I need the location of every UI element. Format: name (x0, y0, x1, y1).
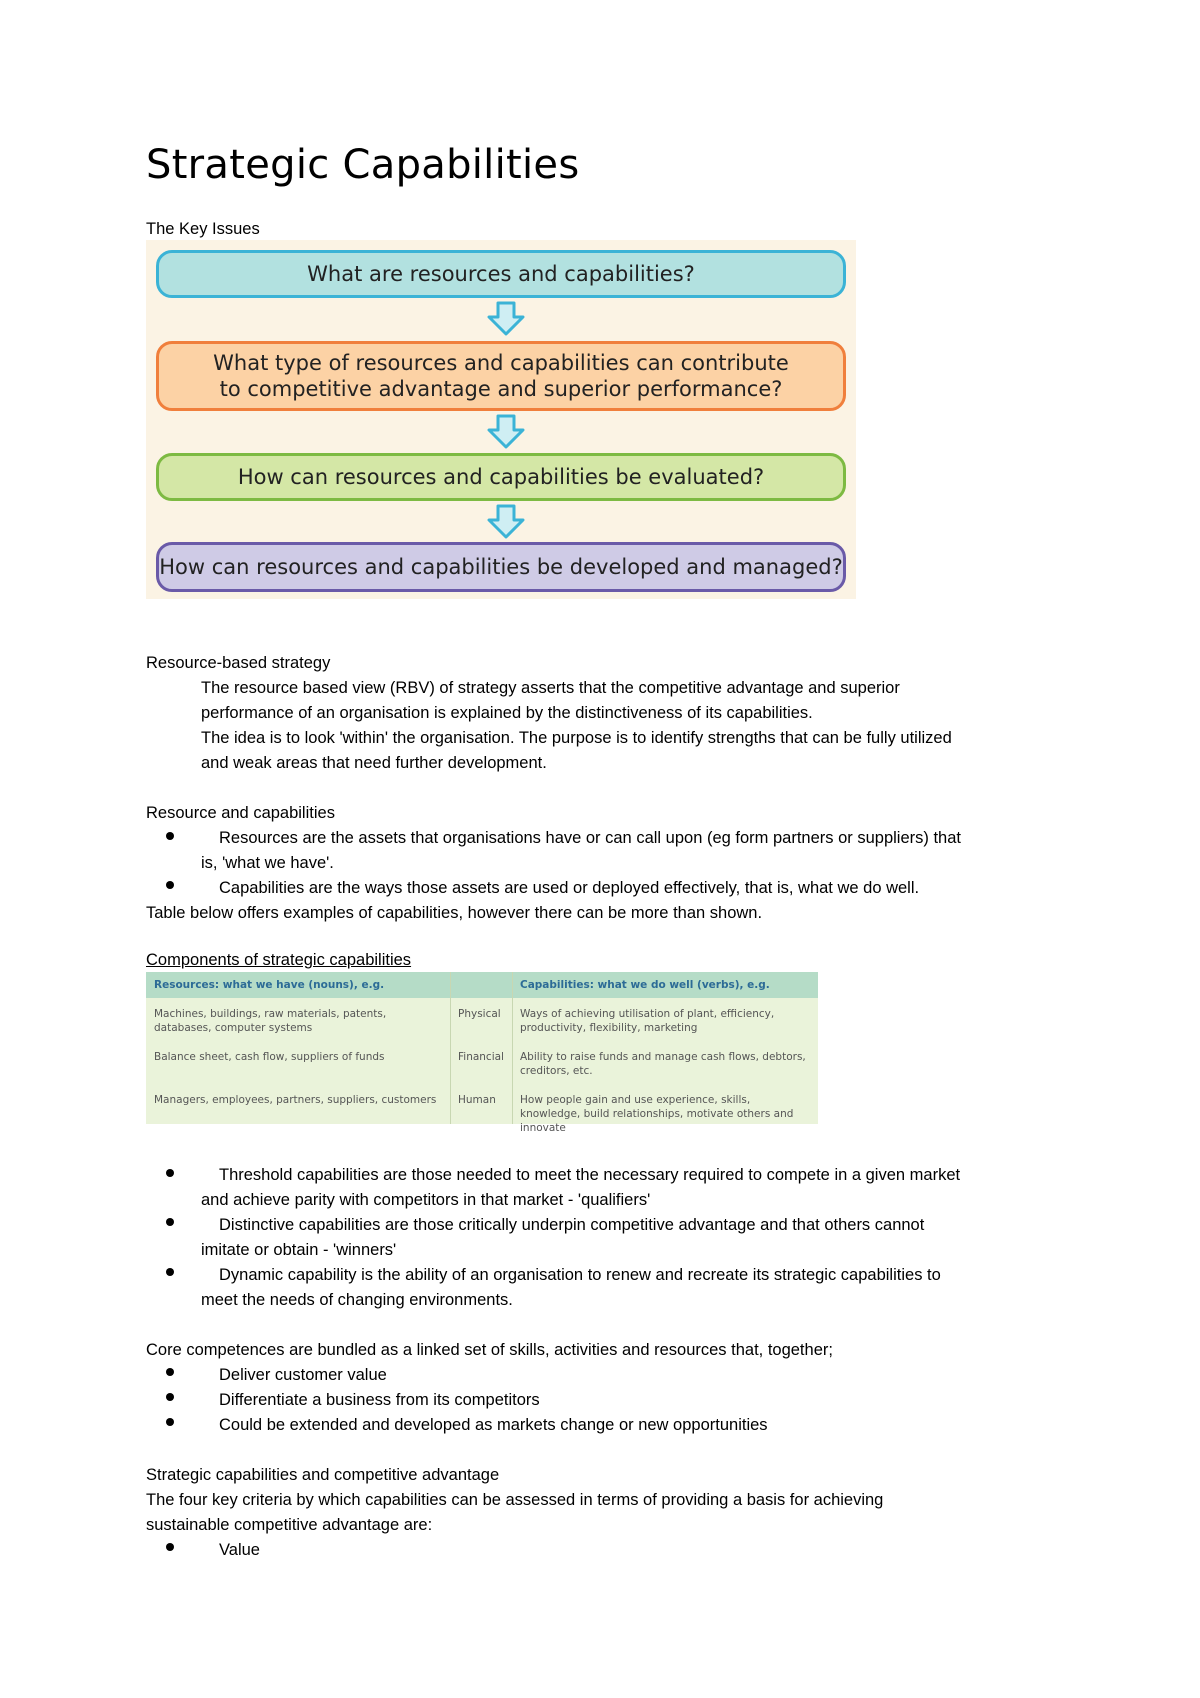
bullet-text: Value (219, 1541, 260, 1559)
bullet-text: and achieve parity with competitors in that market - 'qualifiers' (201, 1191, 651, 1209)
table-cell: Balance sheet, cash flow, suppliers of funds (154, 1051, 385, 1063)
table-cell: Human (458, 1094, 496, 1106)
bullet-icon (166, 1418, 174, 1426)
paragraph-line: sustainable competitive advantage are: (146, 1516, 433, 1534)
step-4-box: How can resources and capabilities be developed and managed? (156, 542, 846, 592)
bullet-icon (166, 1218, 174, 1226)
rbv-heading: Resource-based strategy (146, 654, 331, 672)
bullet-text: Dynamic capability is the ability of an organisation to renew and recreate its strategic capabilities to (219, 1266, 941, 1284)
page-title: Strategic Capabilities (146, 142, 580, 188)
step-1-box: What are resources and capabilities? (156, 250, 846, 298)
capabilities-table (146, 972, 818, 1134)
table-cell: Financial (458, 1051, 504, 1063)
bullet-icon (166, 881, 174, 889)
bullet-text: Capabilities are the ways those assets are used or deployed effectively, that is, what we do well. (219, 879, 920, 897)
bullet-text: Distinctive capabilities are those critically underpin competitive advantage and that others cannot (219, 1216, 925, 1234)
table-cell: Machines, buildings, raw materials, patents, databases, computer systems (154, 1008, 387, 1034)
table-cell: Physical (458, 1008, 501, 1020)
components-heading: Components of strategic capabilities (146, 951, 412, 969)
competitive-advantage-heading: Strategic capabilities and competitive advantage (146, 1466, 500, 1484)
bullet-text: meet the needs of changing environments. (201, 1291, 513, 1309)
bullet-icon (166, 1543, 174, 1551)
bullet-icon (166, 1393, 174, 1401)
bullet-text: Resources are the assets that organisations have or can call upon (eg form partners or suppliers) that (219, 829, 961, 847)
table-cell: Ability to raise funds and manage cash flows, debtors, creditors, etc. (520, 1051, 806, 1077)
bullet-text: Differentiate a business from its competitors (219, 1391, 540, 1409)
table-cell: Ways of achieving utilisation of plant, efficiency, productivity, flexibility, marketing (520, 1008, 775, 1034)
rbv-line: and weak areas that need further development. (201, 754, 547, 772)
resources-heading: Resource and capabilities (146, 804, 335, 822)
down-arrow-icon (486, 301, 526, 337)
resources-column-header: Resources: what we have (nouns), e.g. (154, 979, 385, 991)
bullet-text: is, 'what we have'. (201, 854, 334, 872)
step-2-box (156, 341, 846, 411)
bullet-icon (166, 1268, 174, 1276)
paragraph-line: The four key criteria by which capabilities can be assessed in terms of providing a basis for achieving (146, 1491, 884, 1509)
bullet-icon (166, 832, 174, 840)
down-arrow-icon (486, 504, 526, 540)
capabilities-column-header: Capabilities: what we do well (verbs), e.g. (520, 979, 770, 991)
table-note: Table below offers examples of capabilities, however there can be more than shown. (146, 904, 763, 922)
bullet-text: Threshold capabilities are those needed to meet the necessary required to compete in a given market (219, 1166, 961, 1184)
down-arrow-icon (486, 414, 526, 450)
column-divider (450, 972, 451, 1124)
table-cell: How people gain and use experience, skills, knowledge, build relationships, motivate others and innovate (520, 1094, 794, 1134)
step-2-text: What type of resources and capabilities can contribute to competitive advantage and superior performance? (213, 351, 789, 401)
bullet-icon (166, 1368, 174, 1376)
rbv-line: The idea is to look 'within' the organisation. The purpose is to identify strengths that can be fully utilized (201, 729, 952, 747)
bullet-text: imitate or obtain - 'winners' (201, 1241, 397, 1259)
key-issues-heading: The Key Issues (146, 220, 260, 238)
bullet-text: Could be extended and developed as markets change or new opportunities (219, 1416, 768, 1434)
rbv-line: The resource based view (RBV) of strategy asserts that the competitive advantage and superior (201, 679, 900, 697)
key-issues-diagram (146, 240, 856, 599)
rbv-line: performance of an organisation is explained by the distinctiveness of its capabilities. (201, 704, 813, 722)
table-header (146, 972, 818, 998)
core-competences-intro: Core competences are bundled as a linked set of skills, activities and resources that, together; (146, 1341, 833, 1359)
table-cell: Managers, employees, partners, suppliers, customers (154, 1094, 437, 1106)
column-divider (512, 972, 513, 1124)
step-3-box: How can resources and capabilities be evaluated? (156, 453, 846, 501)
bullet-text: Deliver customer value (219, 1366, 387, 1384)
bullet-icon (166, 1169, 174, 1177)
